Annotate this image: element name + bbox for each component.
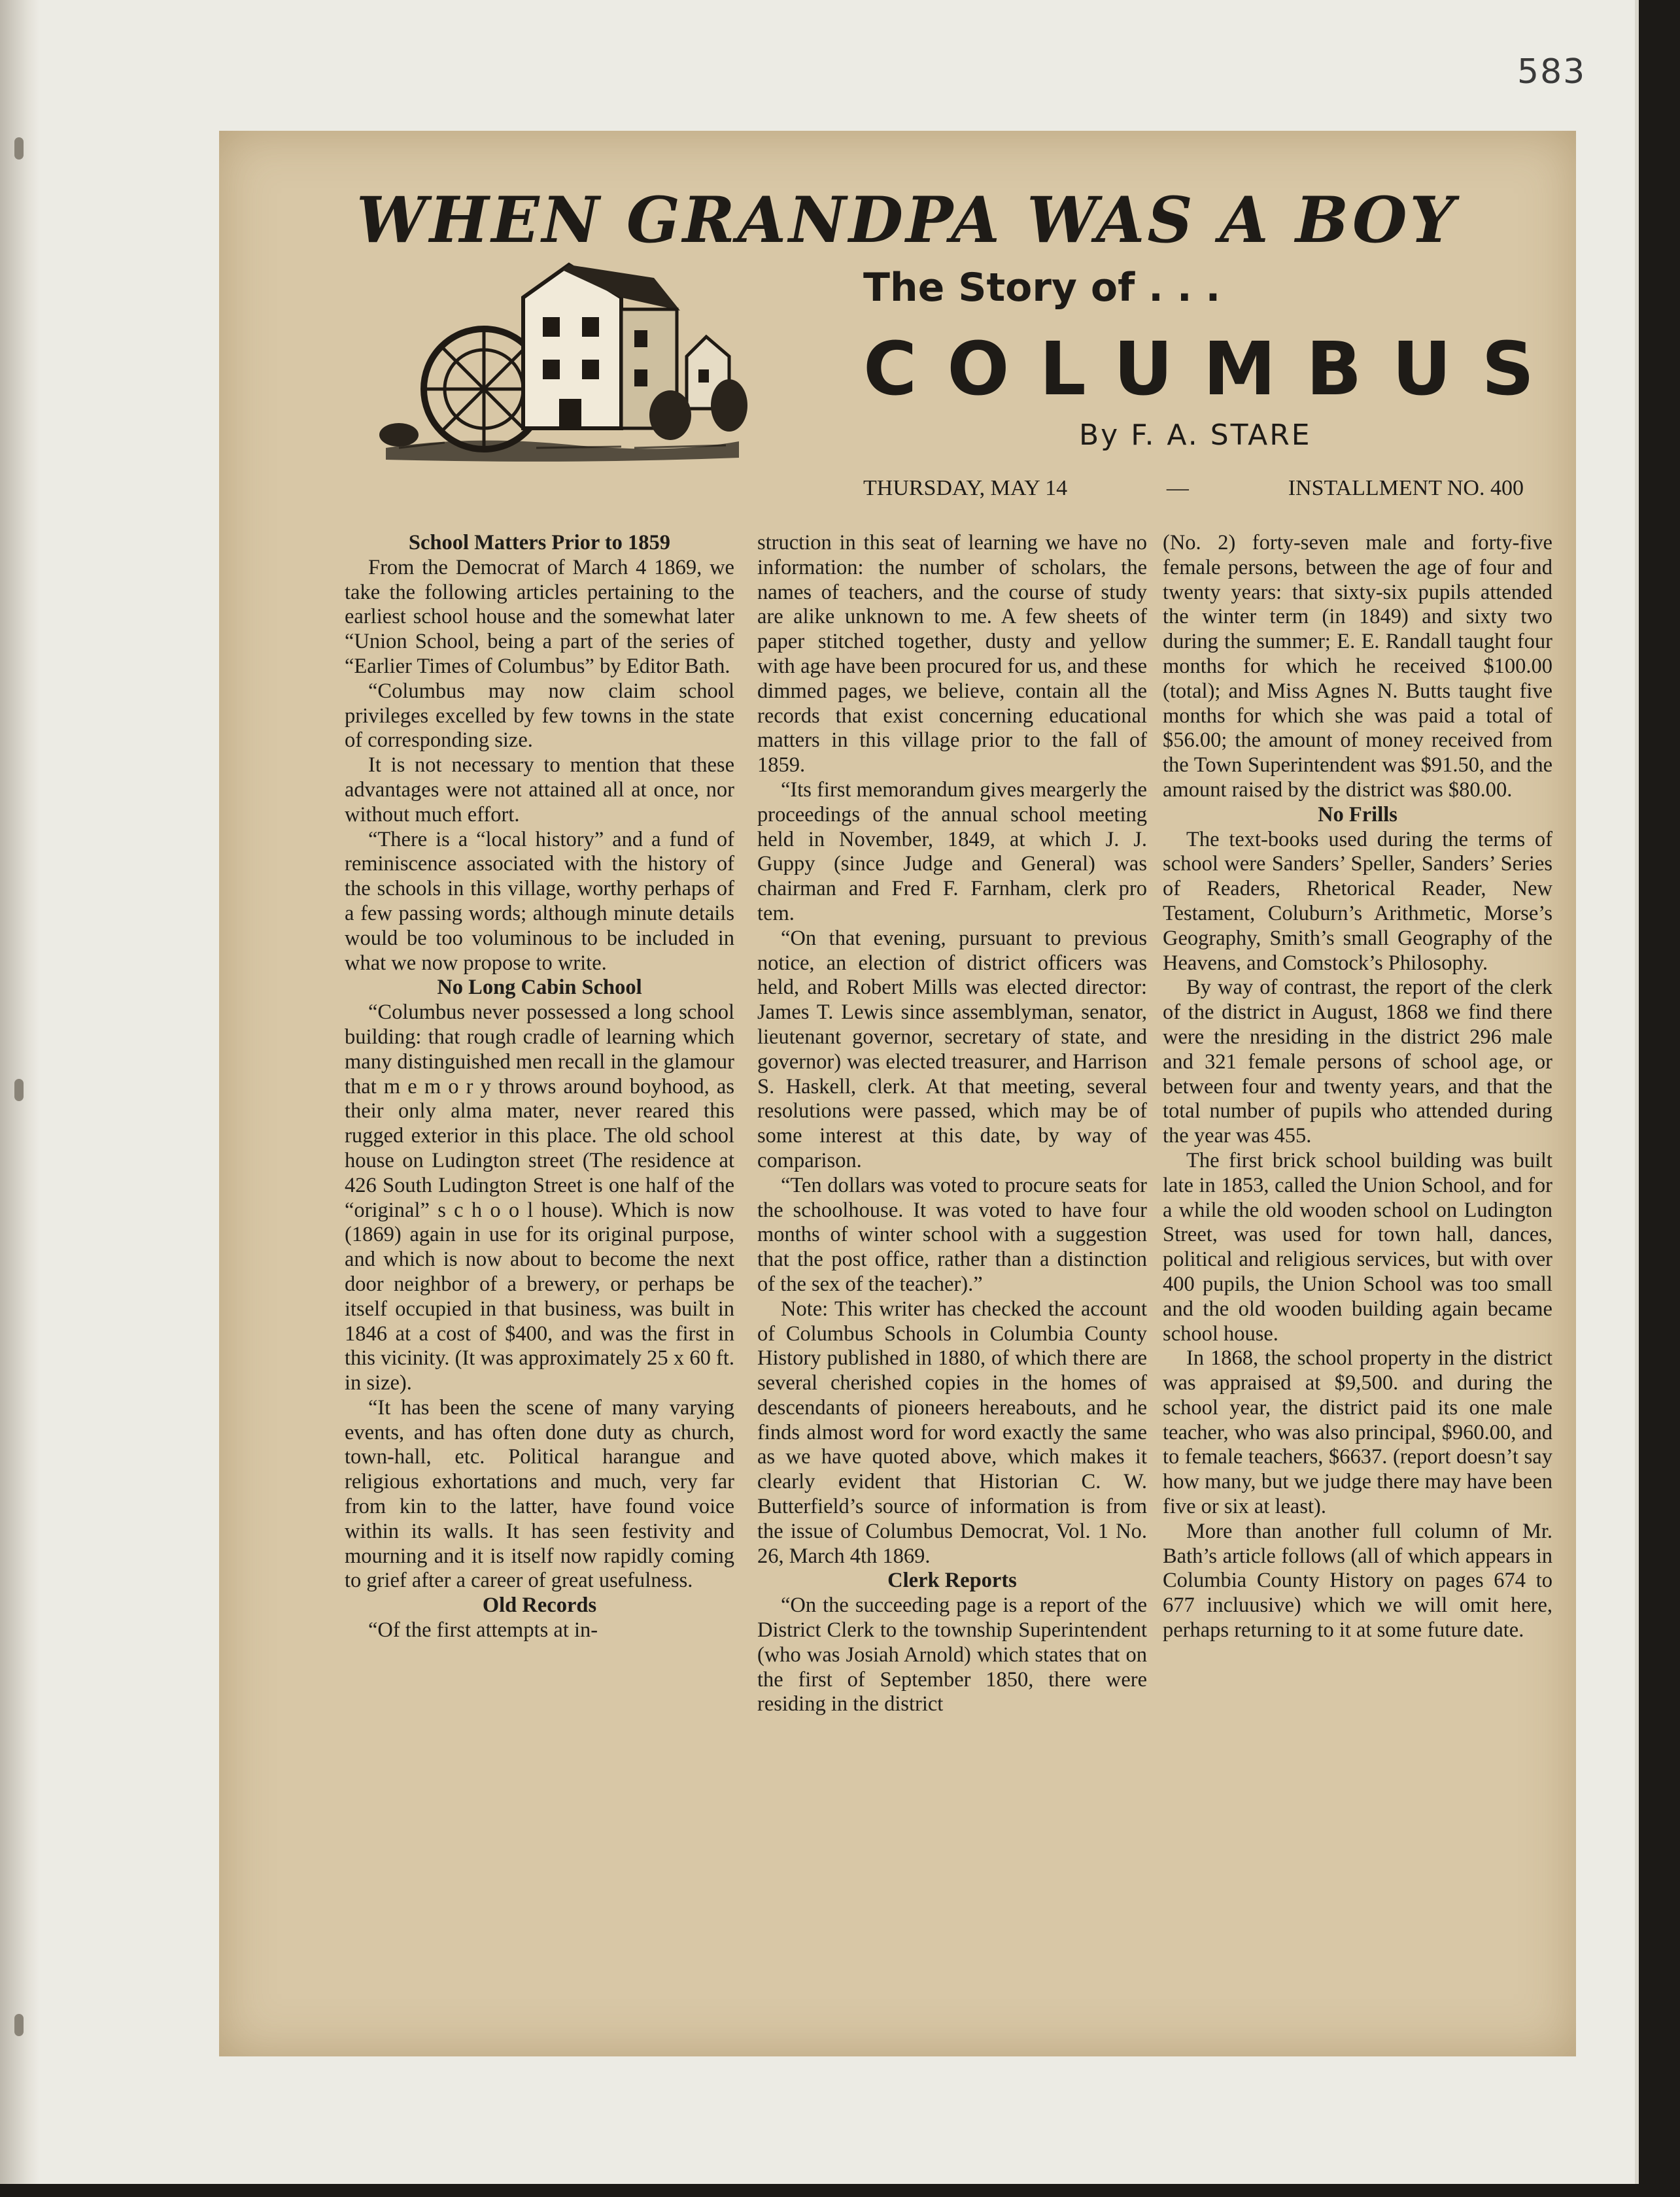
section-heading: Old Records	[482, 1593, 597, 1618]
binding-hole	[14, 2014, 24, 2036]
installment-number: INSTALLMENT NO. 400	[1288, 476, 1524, 500]
article-paragraph: The first brick school building was built late in 1853, called the Union School, and for a while the old wooden school on Ludington Street, was used for town hall, dances, political and religious services, but with over 400 pupils, the Union School was too small and the old wooden building again became school house.	[1163, 1148, 1552, 1346]
article-paragraph: “On that evening, pursuant to previous notice, an election of district officers was held, and Robert Mills was elected director: James T. Lewis since assemblyman, senator, lieutenant governor, secretary of state, and governor) was elected treasurer, and Harrison S. Haskell, clerk. At that meeting, several resolutions were passed, which may be of some interest at this date, by way of comparison.	[757, 926, 1147, 1172]
subtitle: The Story of . . .	[863, 265, 1221, 311]
publication-date: THURSDAY, MAY 14	[863, 476, 1068, 500]
article-column-1	[345, 531, 734, 2002]
headline: WHEN GRANDPA WAS A BOY	[356, 183, 1458, 257]
article-paragraph: From the Democrat of March 4 1869, we take the following articles pertaining to the earliest school house and the somewhat later “Union School, being a part of the series of “Earlier Times of Columbus” by Editor Bath.	[345, 555, 734, 678]
section-heading: School Matters Prior to 1859	[408, 531, 671, 554]
article-paragraph: “It has been the scene of many varying events, and has often done duty as church, town-hall, etc. Political harangue and religious exhortations and much, very far from kin to the latter, have found voice within its walls. It has seen festivity and mourning and it is itself now rapidly coming to grief after a career of great usefulness.	[345, 1395, 734, 1593]
article-paragraph: (No. 2) forty-seven male and forty-five female persons, between the age of four and twenty years: that sixty-six pupils attended the winter term (in 1849) and sixty two during the summer; E. E. Randall taught four months for which he received $100.00 (total); and Miss Agnes N. Butts taught five months for which she was paid a total of $56.00; the amount of money received from the Town Superintendent was $91.50, and the amount raised by the district was $80.00.	[1163, 531, 1552, 802]
article-paragraph: More than another full column of Mr. Bath’s article follows (all of which appears in Columbia County History on pages 674 to 677 incluusive) which we will omit here, perhaps returning to it at some future date.	[1163, 1519, 1552, 1643]
article-paragraph: struction in this seat of learning we have no information: the number of scholars, the names of teachers, and the course of study are alike unknown to me. A few sheets of paper stitched together, dusty and yellow with age have been procured for us, and these dimmed pages, we believe, contain all the records that exist concerning educational matters in this village prior to the fall of 1859.	[757, 531, 1147, 777]
page-number: 583	[1517, 52, 1586, 92]
article-paragraph: “Columbus may now claim school privileges excelled by few towns in the state of corresponding size.	[345, 679, 734, 753]
article-paragraph: By way of contrast, the report of the clerk of the district in August, 1868 we find there were the nresiding in the district 296 male and 321 female persons of school age, or between four and twenty years, and that the total number of pupils who attended during the year was 455.	[1163, 976, 1552, 1148]
article-paragraph: It is not necessary to mention that these advantages were not attained all at once, nor without much effort.	[345, 753, 734, 826]
article-paragraph: “On the succeeding page is a report of the District Clerk to the township Superintendent (who was Josiah Arnold) which states that on the first of September 1850, there were residing in the district	[757, 1593, 1147, 1716]
dateline	[863, 476, 1524, 501]
section-heading: No Long Cabin School	[437, 976, 642, 1000]
article-paragraph: “Ten dollars was voted to procure seats for the schoolhouse. It was voted to have four months of winter school with a suggestion that the post office, rather than a distinction of the sex of the teacher).”	[757, 1173, 1147, 1296]
dateline-dash: —	[1166, 476, 1189, 500]
binding-hole	[14, 1079, 24, 1101]
article-paragraph: “There is a “local history” and a fund of reminiscence associated with the history of the schools in this village, worthy perhaps of a few passing words; although minute details would be too voluminous to be included in what we now propose to write.	[345, 827, 734, 975]
story-title: COLUMBUS	[863, 327, 1565, 412]
article-paragraph: “Its first memorandum gives meargerly the proceedings of the annual school meeting held in November, 1849, at which J. J. Guppy (since Judge and General) was chairman and Fred F. Farnham, clerk pro tem.	[757, 777, 1147, 925]
article-paragraph: “Columbus never possessed a long school building: that rough cradle of learning which many distinguished men recall in the glamour that m e m o r y throws around boyhood, as their only alma mater, never reared this rugged exterior in this place. The old school house on Ludington street (The residence at 426 South Ludington Street is one half of the “original” s c h o o l house). Which is now (1869) again in use for its original purpose, and which is now about to become the next door neighbor of a brewery, or perhaps be itself occupied in that business, was built in 1846 at a cost of $400, and was the first in this vicinity. (It was approximately 25 x 60 ft. in size).	[345, 1000, 734, 1395]
mill-illustration-icon	[373, 252, 752, 468]
article-column-2	[757, 531, 1147, 2002]
article-paragraph: In 1868, the school property in the district was appraised at $9,500. and during the school year, the district paid its one male teacher, who was also principal, $960.00, and to female teachers, $6637. (report doesn’t say how many, but we judge there may have been five or six at least).	[1163, 1346, 1552, 1519]
page-binding-margin	[0, 0, 39, 2184]
article-paragraph: The text-books used during the terms of school were Sanders’ Speller, Sanders’ Series of Readers, Rhetorical Reader, New Testament, Coluburn’s Arithmetic, Morse’s Geography, Smith’s small Geography of the Heavens, and Comstock’s Philosophy.	[1163, 827, 1552, 975]
section-heading: No Frills	[1318, 802, 1397, 826]
section-heading: Clerk Reports	[887, 1569, 1017, 1593]
article-paragraph: Note: This writer has checked the account of Columbus Schools in Columbia County History published in 1880, of which there are several cherished copies in the homes of descendants of pioneers hereabouts, and he finds almost word for word exactly the same as we have quoted above, which makes it clearly evident that Historian C. W. Butterfield’s source of information is from the issue of Columbus Democrat, Vol. 1 No. 26, March 4th 1869.	[757, 1297, 1147, 1568]
byline: By F. A. STARE	[1079, 418, 1312, 452]
article-column-3	[1163, 531, 1552, 2002]
binding-hole	[14, 137, 24, 160]
article-paragraph: “Of the first attempts at in-	[368, 1618, 598, 1643]
